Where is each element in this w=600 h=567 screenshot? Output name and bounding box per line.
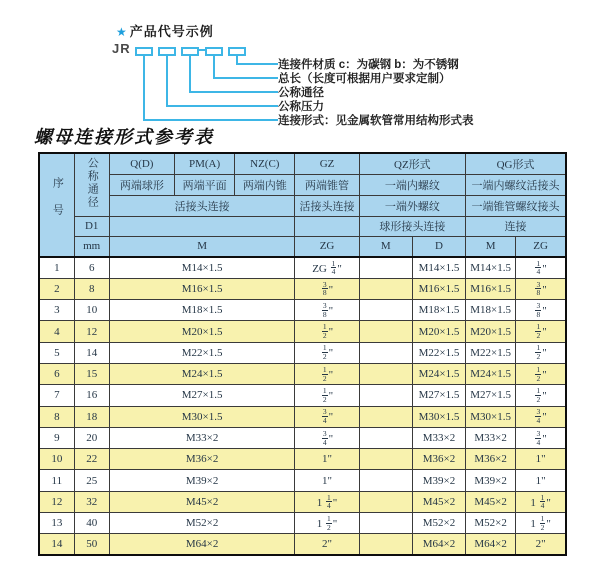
- cell-qg-zg: 1 $\frac{1}{2}$ ": [516, 513, 566, 534]
- table-body: [39, 257, 566, 555]
- cell-qz-d: M24×1.5: [412, 363, 465, 384]
- cell-qz-d: M45×2: [412, 491, 465, 512]
- cell-dn: 32: [74, 491, 109, 512]
- cell-qz-m: [359, 257, 412, 278]
- cell-dn: 14: [74, 342, 109, 363]
- cell-qz-m: [359, 321, 412, 342]
- cell-qz-d: M27×1.5: [412, 385, 465, 406]
- header-group-qg: QG形式: [466, 153, 566, 174]
- cell-qg-m: M20×1.5: [466, 321, 516, 342]
- cell-qg-zg: $\frac{1}{2}$ ": [516, 321, 566, 342]
- cell-dn: 40: [74, 513, 109, 534]
- cell-gz: $\frac{3}{8}$ ": [295, 278, 359, 299]
- cell-seq: 7: [39, 385, 74, 406]
- table-row: [39, 470, 566, 491]
- header-dn: 公称通径: [74, 153, 109, 216]
- cell-seq: 5: [39, 342, 74, 363]
- table-row: [39, 363, 566, 384]
- cell-seq: 6: [39, 363, 74, 384]
- cell-m: M39×2: [109, 470, 295, 491]
- table-row: [39, 449, 566, 470]
- cell-qz-m: [359, 363, 412, 384]
- cell-m: M30×1.5: [109, 406, 295, 427]
- table-row: [39, 278, 566, 299]
- cell-m: M45×2: [109, 491, 295, 512]
- cell-qz-m: [359, 534, 412, 555]
- cell-qg-m: M27×1.5: [466, 385, 516, 406]
- cell-qz-d: M52×2: [412, 513, 465, 534]
- cell-seq: 10: [39, 449, 74, 470]
- cell-qg-zg: $\frac{3}{4}$ ": [516, 427, 566, 448]
- cell-dn: 15: [74, 363, 109, 384]
- header-ends-nzc: 两端内锥: [235, 174, 295, 195]
- leader-line-5: [143, 54, 278, 121]
- cell-qg-m: M39×2: [466, 470, 516, 491]
- cell-qz-d: M39×2: [412, 470, 465, 491]
- header-col-qz-d: D: [412, 236, 465, 257]
- header-conn-gz: 活接头连接: [295, 195, 359, 216]
- cell-qg-m: M24×1.5: [466, 363, 516, 384]
- table-title: 螺母连接形式参考表: [34, 127, 214, 147]
- cell-gz: 1 $\frac{1}{2}$ ": [295, 513, 359, 534]
- cell-qg-zg: $\frac{1}{2}$ ": [516, 342, 566, 363]
- header-group-pma: PM(A): [174, 153, 234, 174]
- table-row: [39, 406, 566, 427]
- cell-seq: 8: [39, 406, 74, 427]
- star-icon: ★: [116, 25, 128, 39]
- cell-m: M16×1.5: [109, 278, 295, 299]
- header-seq: 序号: [39, 153, 74, 257]
- cell-qz-m: [359, 342, 412, 363]
- cell-qz-d: M30×1.5: [412, 406, 465, 427]
- cell-qg-zg: $\frac{1}{4}$ ": [516, 257, 566, 278]
- cell-seq: 2: [39, 278, 74, 299]
- cell-dn: 12: [74, 321, 109, 342]
- cell-seq: 13: [39, 513, 74, 534]
- cell-dn: 20: [74, 427, 109, 448]
- table-row: [39, 257, 566, 278]
- header-ends-pma: 两端平面: [174, 174, 234, 195]
- diagram-title: [116, 21, 214, 40]
- cell-qz-d: M36×2: [412, 449, 465, 470]
- cell-qz-m: [359, 470, 412, 491]
- cell-gz: 1": [295, 470, 359, 491]
- cell-qg-zg: $\frac{3}{8}$ ": [516, 278, 566, 299]
- cell-qg-m: M22×1.5: [466, 342, 516, 363]
- cell-m: M33×2: [109, 427, 295, 448]
- cell-qg-m: M18×1.5: [466, 300, 516, 321]
- cell-dn: 6: [74, 257, 109, 278]
- header-col-qg-zg: ZG: [516, 236, 566, 257]
- cell-dn: 50: [74, 534, 109, 555]
- cell-gz: 1": [295, 449, 359, 470]
- cell-qg-m: M16×1.5: [466, 278, 516, 299]
- label-material: 连接件材质 c：为碳钢 b：为不锈钢: [278, 59, 459, 71]
- header-empty-m: [109, 216, 295, 236]
- cell-qz-m: [359, 406, 412, 427]
- table-row: [39, 342, 566, 363]
- cell-qg-zg: 2": [516, 534, 566, 555]
- cell-qz-m: [359, 491, 412, 512]
- cell-qz-m: [359, 513, 412, 534]
- cell-dn: 18: [74, 406, 109, 427]
- header-group-nzc: NZ(C): [235, 153, 295, 174]
- cell-m: M24×1.5: [109, 363, 295, 384]
- table-header: [39, 153, 566, 257]
- cell-qg-m: M45×2: [466, 491, 516, 512]
- cell-qg-zg: $\frac{1}{2}$ ": [516, 363, 566, 384]
- cell-m: M18×1.5: [109, 300, 295, 321]
- cell-m: M20×1.5: [109, 321, 295, 342]
- header-unit: mm: [74, 236, 109, 257]
- header-col-qg-m: M: [466, 236, 516, 257]
- cell-m: M64×2: [109, 534, 295, 555]
- cell-qz-d: M20×1.5: [412, 321, 465, 342]
- cell-qg-zg: 1": [516, 470, 566, 491]
- cell-qz-d: M18×1.5: [412, 300, 465, 321]
- table-row: [39, 491, 566, 512]
- header-ends-qz: 一端内螺纹: [359, 174, 465, 195]
- cell-qz-d: M14×1.5: [412, 257, 465, 278]
- header-col-m: M: [109, 236, 295, 257]
- label-diameter: 公称通径: [278, 87, 324, 99]
- cell-seq: 1: [39, 257, 74, 278]
- cell-gz: $\frac{1}{2}$ ": [295, 321, 359, 342]
- cell-m: M22×1.5: [109, 342, 295, 363]
- cell-seq: 3: [39, 300, 74, 321]
- table-row: [39, 321, 566, 342]
- cell-qz-d: M16×1.5: [412, 278, 465, 299]
- header-ends-qd: 两端球形: [109, 174, 174, 195]
- cell-qg-m: M33×2: [466, 427, 516, 448]
- header-empty-gz: [295, 216, 359, 236]
- cell-m: M52×2: [109, 513, 295, 534]
- diagram-title-text: 产品代号示例: [129, 24, 214, 39]
- code-dash: [198, 49, 205, 51]
- nut-connection-table: [38, 152, 567, 556]
- cell-qz-d: M22×1.5: [412, 342, 465, 363]
- cell-qg-zg: $\frac{3}{4}$ ": [516, 406, 566, 427]
- header-ends-qg: 一端内螺纹活接头: [466, 174, 566, 195]
- header-conn2-qg: 连接: [466, 216, 566, 236]
- cell-m: M14×1.5: [109, 257, 295, 278]
- cell-m: M36×2: [109, 449, 295, 470]
- cell-dn: 25: [74, 470, 109, 491]
- cell-gz: $\frac{1}{2}$ ": [295, 342, 359, 363]
- header-conn-union: 活接头连接: [109, 195, 295, 216]
- cell-seq: 4: [39, 321, 74, 342]
- header-conn2-qz: 球形接头连接: [359, 216, 465, 236]
- cell-qz-m: [359, 427, 412, 448]
- code-prefix: JR: [112, 41, 131, 56]
- cell-qz-d: M33×2: [412, 427, 465, 448]
- cell-qg-m: M36×2: [466, 449, 516, 470]
- cell-qg-m: M64×2: [466, 534, 516, 555]
- header-ends-gz: 两端锥管: [295, 174, 359, 195]
- cell-qz-m: [359, 278, 412, 299]
- header-group-gz: GZ: [295, 153, 359, 174]
- cell-gz: 2": [295, 534, 359, 555]
- label-pressure: 公称压力: [278, 101, 324, 113]
- cell-seq: 11: [39, 470, 74, 491]
- table-row: [39, 385, 566, 406]
- cell-gz: ZG $\frac{1}{4}$ ": [295, 257, 359, 278]
- header-col-qz-m: M: [359, 236, 412, 257]
- cell-m: M27×1.5: [109, 385, 295, 406]
- cell-dn: 10: [74, 300, 109, 321]
- cell-qg-m: M52×2: [466, 513, 516, 534]
- cell-qg-zg: $\frac{1}{2}$ ": [516, 385, 566, 406]
- table-row: [39, 427, 566, 448]
- cell-gz: $\frac{1}{2}$ ": [295, 385, 359, 406]
- table-row: [39, 534, 566, 555]
- cell-gz: $\frac{3}{8}$ ": [295, 300, 359, 321]
- header-d1: D1: [74, 216, 109, 236]
- cell-dn: 22: [74, 449, 109, 470]
- label-length: 总长（长度可根据用户要求定制）: [278, 73, 451, 85]
- header-group-qd: Q(D): [109, 153, 174, 174]
- cell-qg-zg: 1 $\frac{1}{4}$ ": [516, 491, 566, 512]
- cell-qz-m: [359, 300, 412, 321]
- cell-seq: 12: [39, 491, 74, 512]
- label-conn-form: 连接形式：见金属软管常用结构形式表: [278, 115, 474, 127]
- cell-dn: 16: [74, 385, 109, 406]
- cell-gz: $\frac{3}{4}$ ": [295, 427, 359, 448]
- header-conn-qz: 一端外螺纹: [359, 195, 465, 216]
- cell-qg-zg: 1": [516, 449, 566, 470]
- table-row: [39, 513, 566, 534]
- header-conn-qg: 一端锥管螺纹接头: [466, 195, 566, 216]
- cell-seq: 14: [39, 534, 74, 555]
- cell-gz: 1 $\frac{1}{4}$ ": [295, 491, 359, 512]
- cell-seq: 9: [39, 427, 74, 448]
- cell-gz: $\frac{3}{4}$ ": [295, 406, 359, 427]
- header-col-zg: ZG: [295, 236, 359, 257]
- cell-qg-zg: $\frac{3}{8}$ ": [516, 300, 566, 321]
- cell-qg-m: M30×1.5: [466, 406, 516, 427]
- cell-qg-m: M14×1.5: [466, 257, 516, 278]
- table-row: [39, 300, 566, 321]
- cell-qz-m: [359, 385, 412, 406]
- header-group-qz: QZ形式: [359, 153, 465, 174]
- cell-qz-m: [359, 449, 412, 470]
- cell-qz-d: M64×2: [412, 534, 465, 555]
- cell-dn: 8: [74, 278, 109, 299]
- cell-gz: $\frac{1}{2}$ ": [295, 363, 359, 384]
